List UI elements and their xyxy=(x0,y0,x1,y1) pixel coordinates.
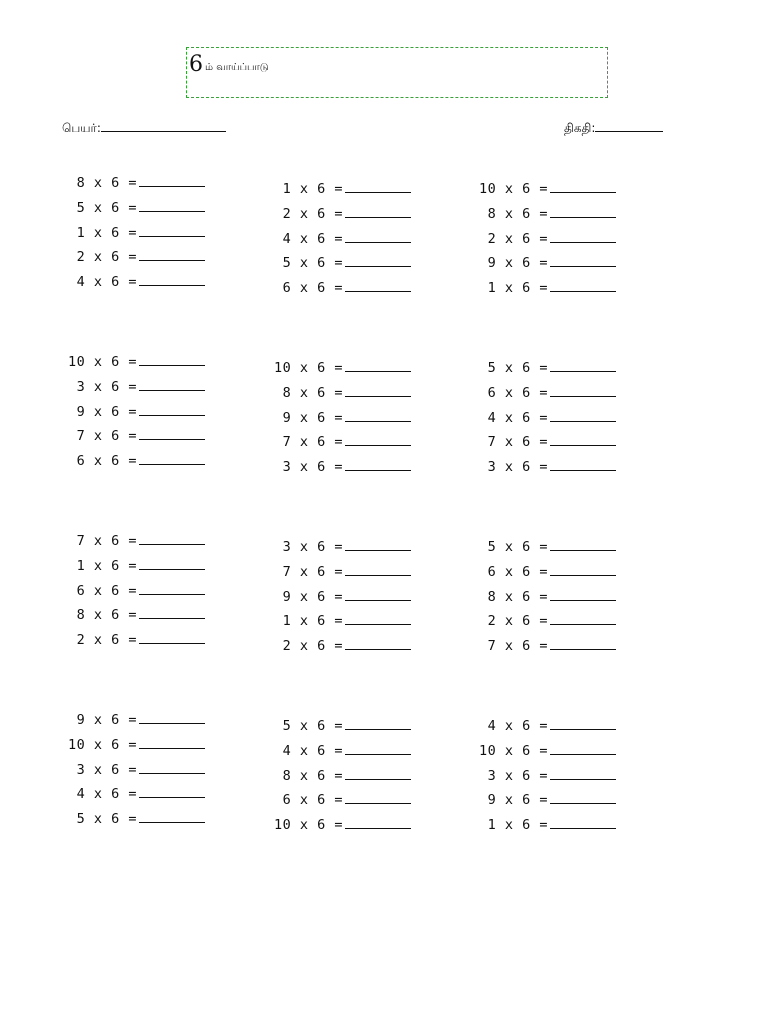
problem-expression: 7 x 6 = xyxy=(282,563,343,580)
answer-blank[interactable] xyxy=(345,586,411,601)
problem-row xyxy=(268,382,411,407)
problem-expression: 5 x 6 = xyxy=(487,539,548,555)
answer-blank[interactable] xyxy=(139,246,205,261)
problem-row xyxy=(473,586,616,611)
problem-block xyxy=(473,357,616,481)
problem-expression: 6 x 6 = xyxy=(487,384,548,401)
problem-expression: 1 x 6 = xyxy=(282,613,343,630)
answer-blank[interactable] xyxy=(139,555,205,570)
problem-expression: 8 x 6 = xyxy=(487,205,548,222)
answer-blank[interactable] xyxy=(345,789,411,804)
problem-expression: 10 x 6 = xyxy=(273,360,343,376)
problem-expression: 7 x 6 = xyxy=(76,428,137,445)
problem-expression: 9 x 6 = xyxy=(76,403,137,420)
problem-row xyxy=(62,709,205,734)
problem-expression: 10 x 6 = xyxy=(273,817,343,834)
problem-row xyxy=(62,580,205,605)
problem-expression: 6 x 6 = xyxy=(76,582,137,599)
problem-expression: 5 x 6 = xyxy=(487,360,548,376)
problem-row xyxy=(268,178,411,203)
answer-blank[interactable] xyxy=(550,814,616,829)
date-label: திகதி: xyxy=(564,121,596,135)
problem-row xyxy=(62,783,205,808)
answer-blank[interactable] xyxy=(139,808,205,823)
problem-expression: 1 x 6 = xyxy=(76,557,137,574)
problem-expression: 4 x 6 = xyxy=(76,274,137,291)
answer-blank[interactable] xyxy=(345,407,411,422)
problem-expression: 8 x 6 = xyxy=(282,384,343,401)
problem-expression: 6 x 6 = xyxy=(76,453,137,470)
problem-row xyxy=(473,228,616,253)
problem-row xyxy=(268,561,411,586)
problem-expression: 7 x 6 = xyxy=(487,434,548,451)
problem-row xyxy=(473,203,616,228)
problem-row xyxy=(62,604,205,629)
problem-expression: 6 x 6 = xyxy=(282,280,343,297)
answer-blank[interactable] xyxy=(550,277,616,292)
problem-expression: 2 x 6 = xyxy=(282,205,343,222)
answer-blank[interactable] xyxy=(550,765,616,780)
answer-blank[interactable] xyxy=(550,357,616,372)
answer-blank[interactable] xyxy=(345,178,411,193)
answer-blank[interactable] xyxy=(139,709,205,724)
problem-expression: 10 x 6 = xyxy=(67,736,137,753)
problem-row xyxy=(62,246,205,271)
problem-row xyxy=(62,530,205,555)
problem-expression: 1 x 6 = xyxy=(487,817,548,834)
answer-blank[interactable] xyxy=(345,715,411,730)
answer-blank[interactable] xyxy=(550,456,616,471)
problem-row xyxy=(62,376,205,401)
problem-row xyxy=(473,765,616,790)
problem-expression: 2 x 6 = xyxy=(282,638,343,655)
answer-blank[interactable] xyxy=(345,382,411,397)
answer-blank[interactable] xyxy=(139,759,205,774)
problem-row xyxy=(268,357,411,382)
problem-expression: 10 x 6 = xyxy=(478,742,548,759)
problem-expression: 9 x 6 = xyxy=(487,255,548,272)
problem-block xyxy=(473,715,616,839)
problem-row xyxy=(473,635,616,660)
problem-row xyxy=(473,431,616,456)
problem-expression: 7 x 6 = xyxy=(76,533,137,549)
problem-block xyxy=(268,536,411,660)
answer-blank[interactable] xyxy=(139,450,205,465)
problem-row xyxy=(62,759,205,784)
problem-row xyxy=(268,765,411,790)
problem-row xyxy=(268,536,411,561)
problem-row xyxy=(473,536,616,561)
answer-blank[interactable] xyxy=(139,172,205,187)
problem-block xyxy=(62,172,205,296)
answer-blank[interactable] xyxy=(345,277,411,292)
title-text: ம் வாய்ப்பாடு xyxy=(205,62,269,73)
problem-expression: 9 x 6 = xyxy=(282,588,343,605)
answer-blank[interactable] xyxy=(139,783,205,798)
problem-expression: 3 x 6 = xyxy=(76,378,137,395)
problem-row xyxy=(268,228,411,253)
answer-blank[interactable] xyxy=(139,580,205,595)
problem-expression: 4 x 6 = xyxy=(487,409,548,426)
problem-expression: 2 x 6 = xyxy=(487,230,548,247)
answer-blank[interactable] xyxy=(550,228,616,243)
problem-row xyxy=(473,407,616,432)
problem-row xyxy=(268,740,411,765)
answer-blank[interactable] xyxy=(550,610,616,625)
answer-blank[interactable] xyxy=(345,561,411,576)
problem-expression: 2 x 6 = xyxy=(76,632,137,649)
problem-block xyxy=(473,536,616,660)
problem-expression: 7 x 6 = xyxy=(282,434,343,451)
answer-blank[interactable] xyxy=(550,740,616,755)
answer-blank[interactable] xyxy=(550,407,616,422)
problem-row xyxy=(268,431,411,456)
problem-row xyxy=(62,351,205,376)
problem-expression: 3 x 6 = xyxy=(76,761,137,778)
problem-expression: 8 x 6 = xyxy=(282,767,343,784)
problem-expression: 8 x 6 = xyxy=(76,175,137,191)
answer-blank[interactable] xyxy=(139,604,205,619)
problem-row xyxy=(473,740,616,765)
problem-row xyxy=(473,252,616,277)
answer-blank[interactable] xyxy=(550,561,616,576)
problem-block xyxy=(62,351,205,475)
answer-blank[interactable] xyxy=(139,629,205,644)
problem-row xyxy=(268,586,411,611)
problem-block xyxy=(268,178,411,302)
problem-row xyxy=(268,814,411,839)
problem-row xyxy=(62,629,205,654)
problem-expression: 1 x 6 = xyxy=(487,280,548,297)
problem-expression: 3 x 6 = xyxy=(487,459,548,476)
problem-row xyxy=(268,252,411,277)
problem-row xyxy=(473,610,616,635)
problem-expression: 6 x 6 = xyxy=(282,792,343,809)
problem-expression: 4 x 6 = xyxy=(282,230,343,247)
problem-row xyxy=(268,456,411,481)
problem-expression: 1 x 6 = xyxy=(282,181,343,197)
problem-expression: 4 x 6 = xyxy=(282,742,343,759)
answer-blank[interactable] xyxy=(550,252,616,267)
problem-row xyxy=(473,178,616,203)
answer-blank[interactable] xyxy=(550,789,616,804)
answer-blank[interactable] xyxy=(139,351,205,366)
problem-row xyxy=(268,715,411,740)
problem-expression: 9 x 6 = xyxy=(76,712,137,728)
answer-blank[interactable] xyxy=(550,178,616,193)
problem-row xyxy=(268,407,411,432)
problem-block xyxy=(62,709,205,833)
answer-blank[interactable] xyxy=(550,586,616,601)
answer-blank[interactable] xyxy=(345,431,411,446)
problem-row xyxy=(62,271,205,296)
problem-expression: 2 x 6 = xyxy=(487,613,548,630)
answer-blank[interactable] xyxy=(139,530,205,545)
problem-expression: 4 x 6 = xyxy=(76,786,137,803)
answer-blank[interactable] xyxy=(550,382,616,397)
answer-blank[interactable] xyxy=(345,228,411,243)
answer-blank[interactable] xyxy=(345,357,411,372)
problem-expression: 7 x 6 = xyxy=(487,638,548,655)
problem-block xyxy=(62,530,205,654)
problem-expression: 3 x 6 = xyxy=(487,767,548,784)
answer-blank[interactable] xyxy=(139,401,205,416)
problem-row xyxy=(473,561,616,586)
answer-blank[interactable] xyxy=(139,222,205,237)
problem-row xyxy=(62,197,205,222)
problem-row xyxy=(473,456,616,481)
answer-blank[interactable] xyxy=(139,271,205,286)
answer-blank[interactable] xyxy=(139,734,205,749)
problem-expression: 5 x 6 = xyxy=(76,199,137,216)
problem-row xyxy=(62,222,205,247)
problem-row xyxy=(62,172,205,197)
problem-expression: 5 x 6 = xyxy=(282,255,343,272)
problem-block xyxy=(473,178,616,302)
name-label: பெயர்: xyxy=(62,121,101,135)
problem-expression: 1 x 6 = xyxy=(76,224,137,241)
answer-blank[interactable] xyxy=(345,740,411,755)
answer-blank[interactable] xyxy=(550,635,616,650)
answer-blank[interactable] xyxy=(550,536,616,551)
answer-blank[interactable] xyxy=(550,715,616,730)
problem-block xyxy=(268,715,411,839)
problem-expression: 2 x 6 = xyxy=(76,249,137,266)
answer-blank[interactable] xyxy=(139,376,205,391)
answer-blank[interactable] xyxy=(345,814,411,829)
problem-expression: 6 x 6 = xyxy=(487,563,548,580)
problem-row xyxy=(473,814,616,839)
problem-row xyxy=(62,808,205,833)
answer-blank[interactable] xyxy=(345,536,411,551)
answer-blank[interactable] xyxy=(139,197,205,212)
problem-expression: 10 x 6 = xyxy=(67,354,137,370)
answer-blank[interactable] xyxy=(345,456,411,471)
title-number: 6 xyxy=(189,52,203,77)
problem-expression: 9 x 6 = xyxy=(282,409,343,426)
answer-blank[interactable] xyxy=(345,765,411,780)
answer-blank[interactable] xyxy=(139,425,205,440)
problem-row xyxy=(268,610,411,635)
problem-row xyxy=(268,203,411,228)
answer-blank[interactable] xyxy=(345,635,411,650)
problem-expression: 9 x 6 = xyxy=(487,792,548,809)
answer-blank[interactable] xyxy=(345,252,411,267)
answer-blank[interactable] xyxy=(345,610,411,625)
answer-blank[interactable] xyxy=(345,203,411,218)
problem-row xyxy=(268,789,411,814)
problem-row xyxy=(62,450,205,475)
problem-block xyxy=(268,357,411,481)
problem-row xyxy=(62,401,205,426)
problem-row xyxy=(473,382,616,407)
answer-blank[interactable] xyxy=(550,203,616,218)
problem-expression: 3 x 6 = xyxy=(282,539,343,555)
problem-expression: 3 x 6 = xyxy=(282,459,343,476)
problem-row xyxy=(473,357,616,382)
problem-expression: 5 x 6 = xyxy=(76,811,137,828)
problem-row xyxy=(62,425,205,450)
problem-expression: 10 x 6 = xyxy=(478,181,548,197)
problem-row xyxy=(62,734,205,759)
problem-row xyxy=(473,715,616,740)
problem-row xyxy=(268,277,411,302)
problem-row xyxy=(473,277,616,302)
answer-blank[interactable] xyxy=(550,431,616,446)
problem-row xyxy=(268,635,411,660)
problem-expression: 8 x 6 = xyxy=(76,607,137,624)
problem-expression: 8 x 6 = xyxy=(487,588,548,605)
problem-expression: 4 x 6 = xyxy=(487,718,548,734)
problem-row xyxy=(473,789,616,814)
problem-expression: 5 x 6 = xyxy=(282,718,343,734)
problem-row xyxy=(62,555,205,580)
